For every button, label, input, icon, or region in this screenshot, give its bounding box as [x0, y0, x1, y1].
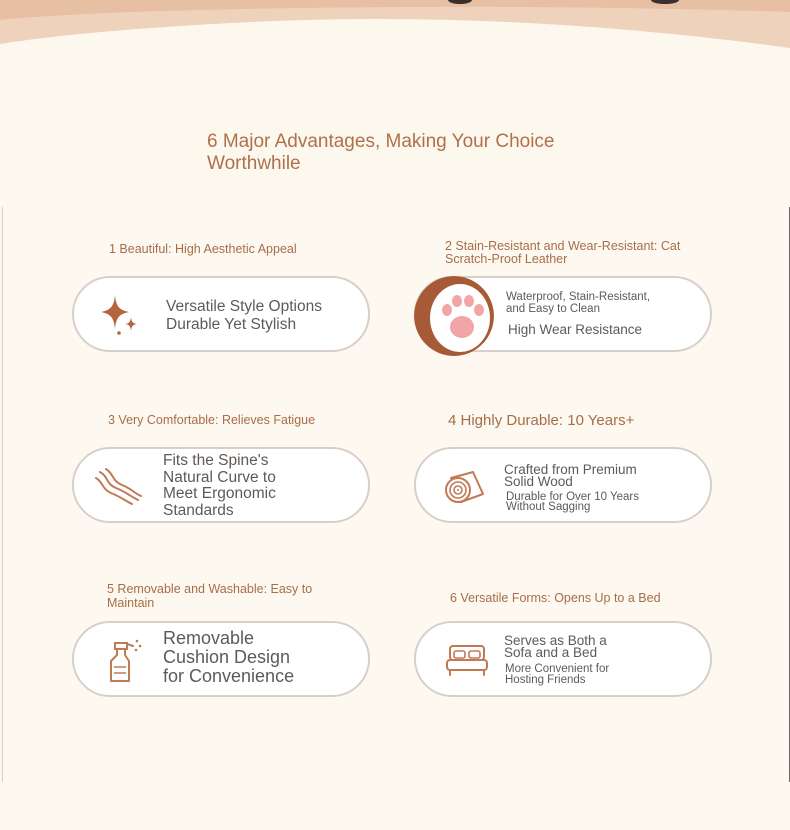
- feature-5-line-1: Removable Cushion Design for Convenience: [163, 628, 295, 686]
- feature-6-line-1: Serves as Both a Sofa and a Bed: [504, 633, 607, 660]
- feature-2-line-2: High Wear Resistance: [508, 322, 643, 337]
- page-title: 6 Major Advantages, Making Your Choice Worthwhile: [207, 131, 555, 174]
- feature-4-card: [414, 447, 712, 523]
- feature-2-label: 2 Stain-Resistant and Wear-Resistant: Cat Scratch-Proof Leather: [445, 239, 681, 266]
- feature-6-card: [414, 621, 712, 697]
- feature-5-card: [72, 621, 370, 697]
- feature-3-label: 3 Very Comfortable: Relieves Fatigue: [108, 413, 316, 427]
- feature-6-line-2: More Convenient for Hosting Friends: [505, 663, 610, 686]
- feature-4-line-2: Durable for Over 10 Years Without Sagging: [506, 491, 639, 513]
- feature-6-label: 6 Versatile Forms: Opens Up to a Bed: [450, 591, 661, 605]
- feature-3-card: [72, 447, 370, 523]
- feature-2-card: [414, 276, 712, 352]
- sparkle-icon: [94, 290, 144, 340]
- feature-1-line-2: Durable Yet Stylish: [166, 316, 297, 333]
- feature-3-line-1: Fits the Spine's Natural Curve to Meet Ergonomic Standards: [163, 452, 276, 519]
- feature-5-label: 5 Removable and Washable: Easy to Maintain: [107, 582, 313, 610]
- top-banner-decoration: [0, 0, 790, 60]
- cat-paw-icon: [414, 276, 494, 356]
- bed-icon: [442, 635, 492, 685]
- feature-1-card: [72, 276, 370, 352]
- wood-log-icon: [440, 461, 490, 511]
- feature-4-line-1: Crafted from Premium Solid Wood: [504, 462, 637, 489]
- spray-bottle-icon: [100, 635, 150, 685]
- feature-2-line-1: Waterproof, Stain-Resistant, and Easy to Clean: [506, 291, 651, 315]
- feature-4-label: 4 Highly Durable: 10 Years+: [448, 412, 635, 429]
- feature-1-line-1: Versatile Style Options: [166, 298, 322, 315]
- feature-1-label: 1 Beautiful: High Aesthetic Appeal: [109, 242, 297, 256]
- wave-lines-icon: [94, 461, 144, 511]
